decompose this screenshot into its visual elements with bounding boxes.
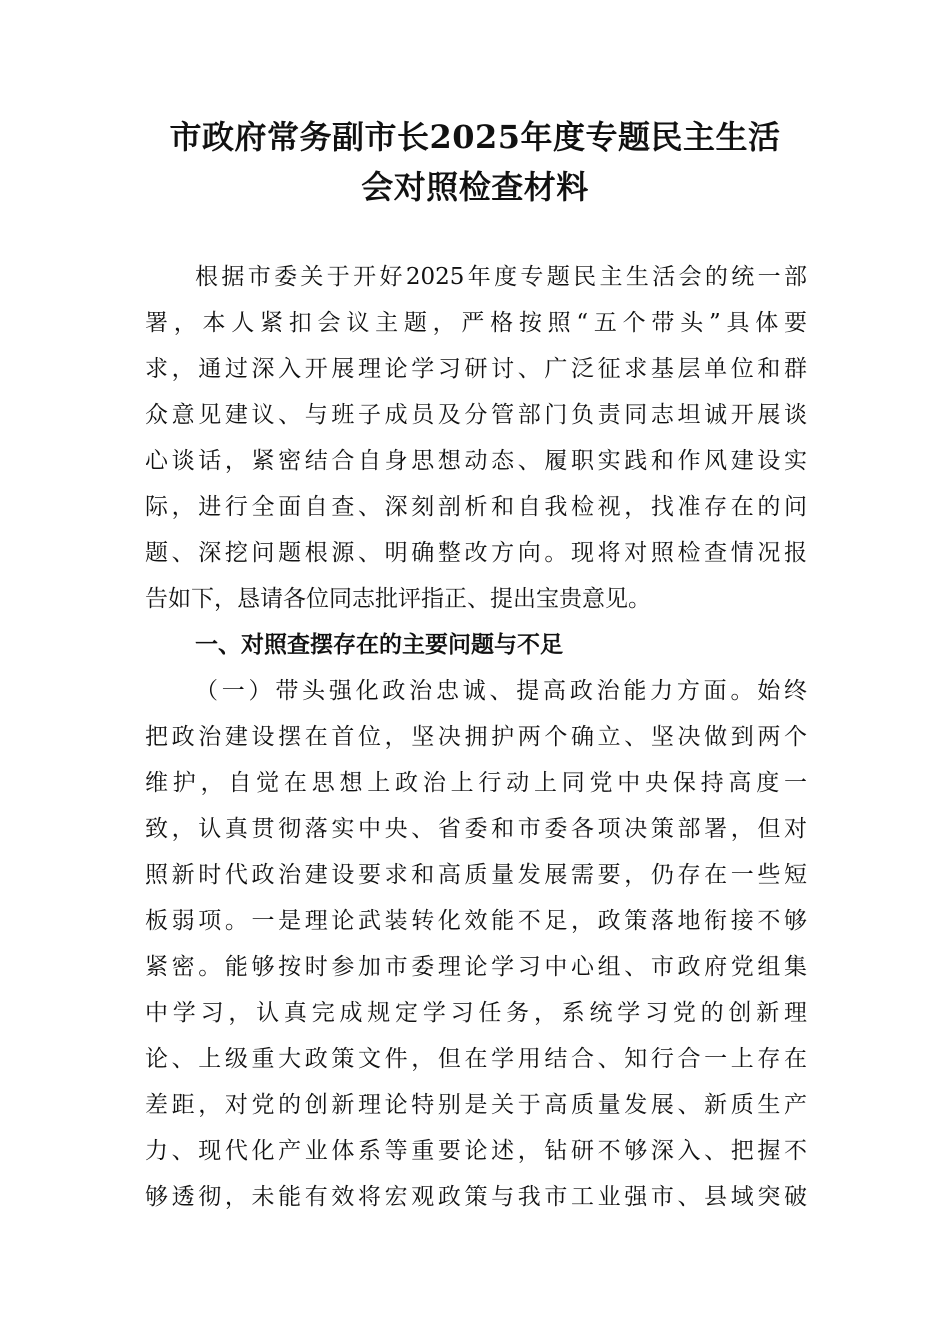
paragraph-line: 根据市委关于开好2025年度专题民主生活会的统一部 — [195, 264, 807, 290]
paragraph-line: （一）带头强化政治忠诚、提高政治能力方面。始终 — [195, 678, 807, 704]
paragraph-line: 众意见建议、与班子成员及分管部门负责同志坦诚开展谈 — [145, 402, 807, 428]
paragraph-line: 署，本人紧扣会议主题，严格按照“五个带头”具体要 — [145, 310, 807, 336]
paragraph-line: 紧密。能够按时参加市委理论学习中心组、市政府党组集 — [145, 954, 807, 980]
paragraph-line: 心谈话，紧密结合自身思想动态、履职实践和作风建设实 — [145, 448, 807, 474]
paragraph-line: 板弱项。一是理论武装转化效能不足，政策落地衔接不够 — [145, 908, 807, 934]
paragraph-line: 论、上级重大政策文件，但在学用结合、知行合一上存在 — [145, 1046, 807, 1072]
paragraph-line: 维护，自觉在思想上政治上行动上同党中央保持高度一 — [145, 770, 807, 796]
paragraph-line: 够透彻，未能有效将宏观政策与我市工业强市、县域突破 — [145, 1184, 807, 1210]
section-heading: 一、对照查摆存在的主要问题与不足 — [195, 632, 563, 658]
paragraph-line: 力、现代化产业体系等重要论述，钻研不够深入、把握不 — [145, 1138, 807, 1164]
paragraph-line: 中学习，认真完成规定学习任务，系统学习党的创新理 — [145, 1000, 807, 1026]
paragraph-line: 告如下，恳请各位同志批评指正、提出宝贵意见。 — [145, 586, 651, 612]
paragraph-line: 题、深挖问题根源、明确整改方向。现将对照检查情况报 — [145, 540, 807, 566]
paragraph-line: 际，进行全面自查、深刻剖析和自我检视，找准存在的问 — [145, 494, 807, 520]
paragraph-line: 照新时代政治建设要求和高质量发展需要，仍存在一些短 — [145, 862, 807, 888]
paragraph-line: 把政治建设摆在首位，坚决拥护两个确立、坚决做到两个 — [145, 724, 807, 750]
paragraph-line: 致，认真贯彻落实中央、省委和市委各项决策部署，但对 — [145, 816, 807, 842]
paragraph-line: 求，通过深入开展理论学习研讨、广泛征求基层单位和群 — [145, 356, 807, 382]
document-title — [140, 112, 810, 212]
paragraph-line: 差距，对党的创新理论特别是关于高质量发展、新质生产 — [145, 1092, 807, 1118]
document-body — [145, 254, 807, 1220]
title-line-2: 会对照检查材料 — [361, 168, 589, 206]
title-line-1: 市政府常务副市长2025年度专题民主生活 — [169, 118, 781, 156]
